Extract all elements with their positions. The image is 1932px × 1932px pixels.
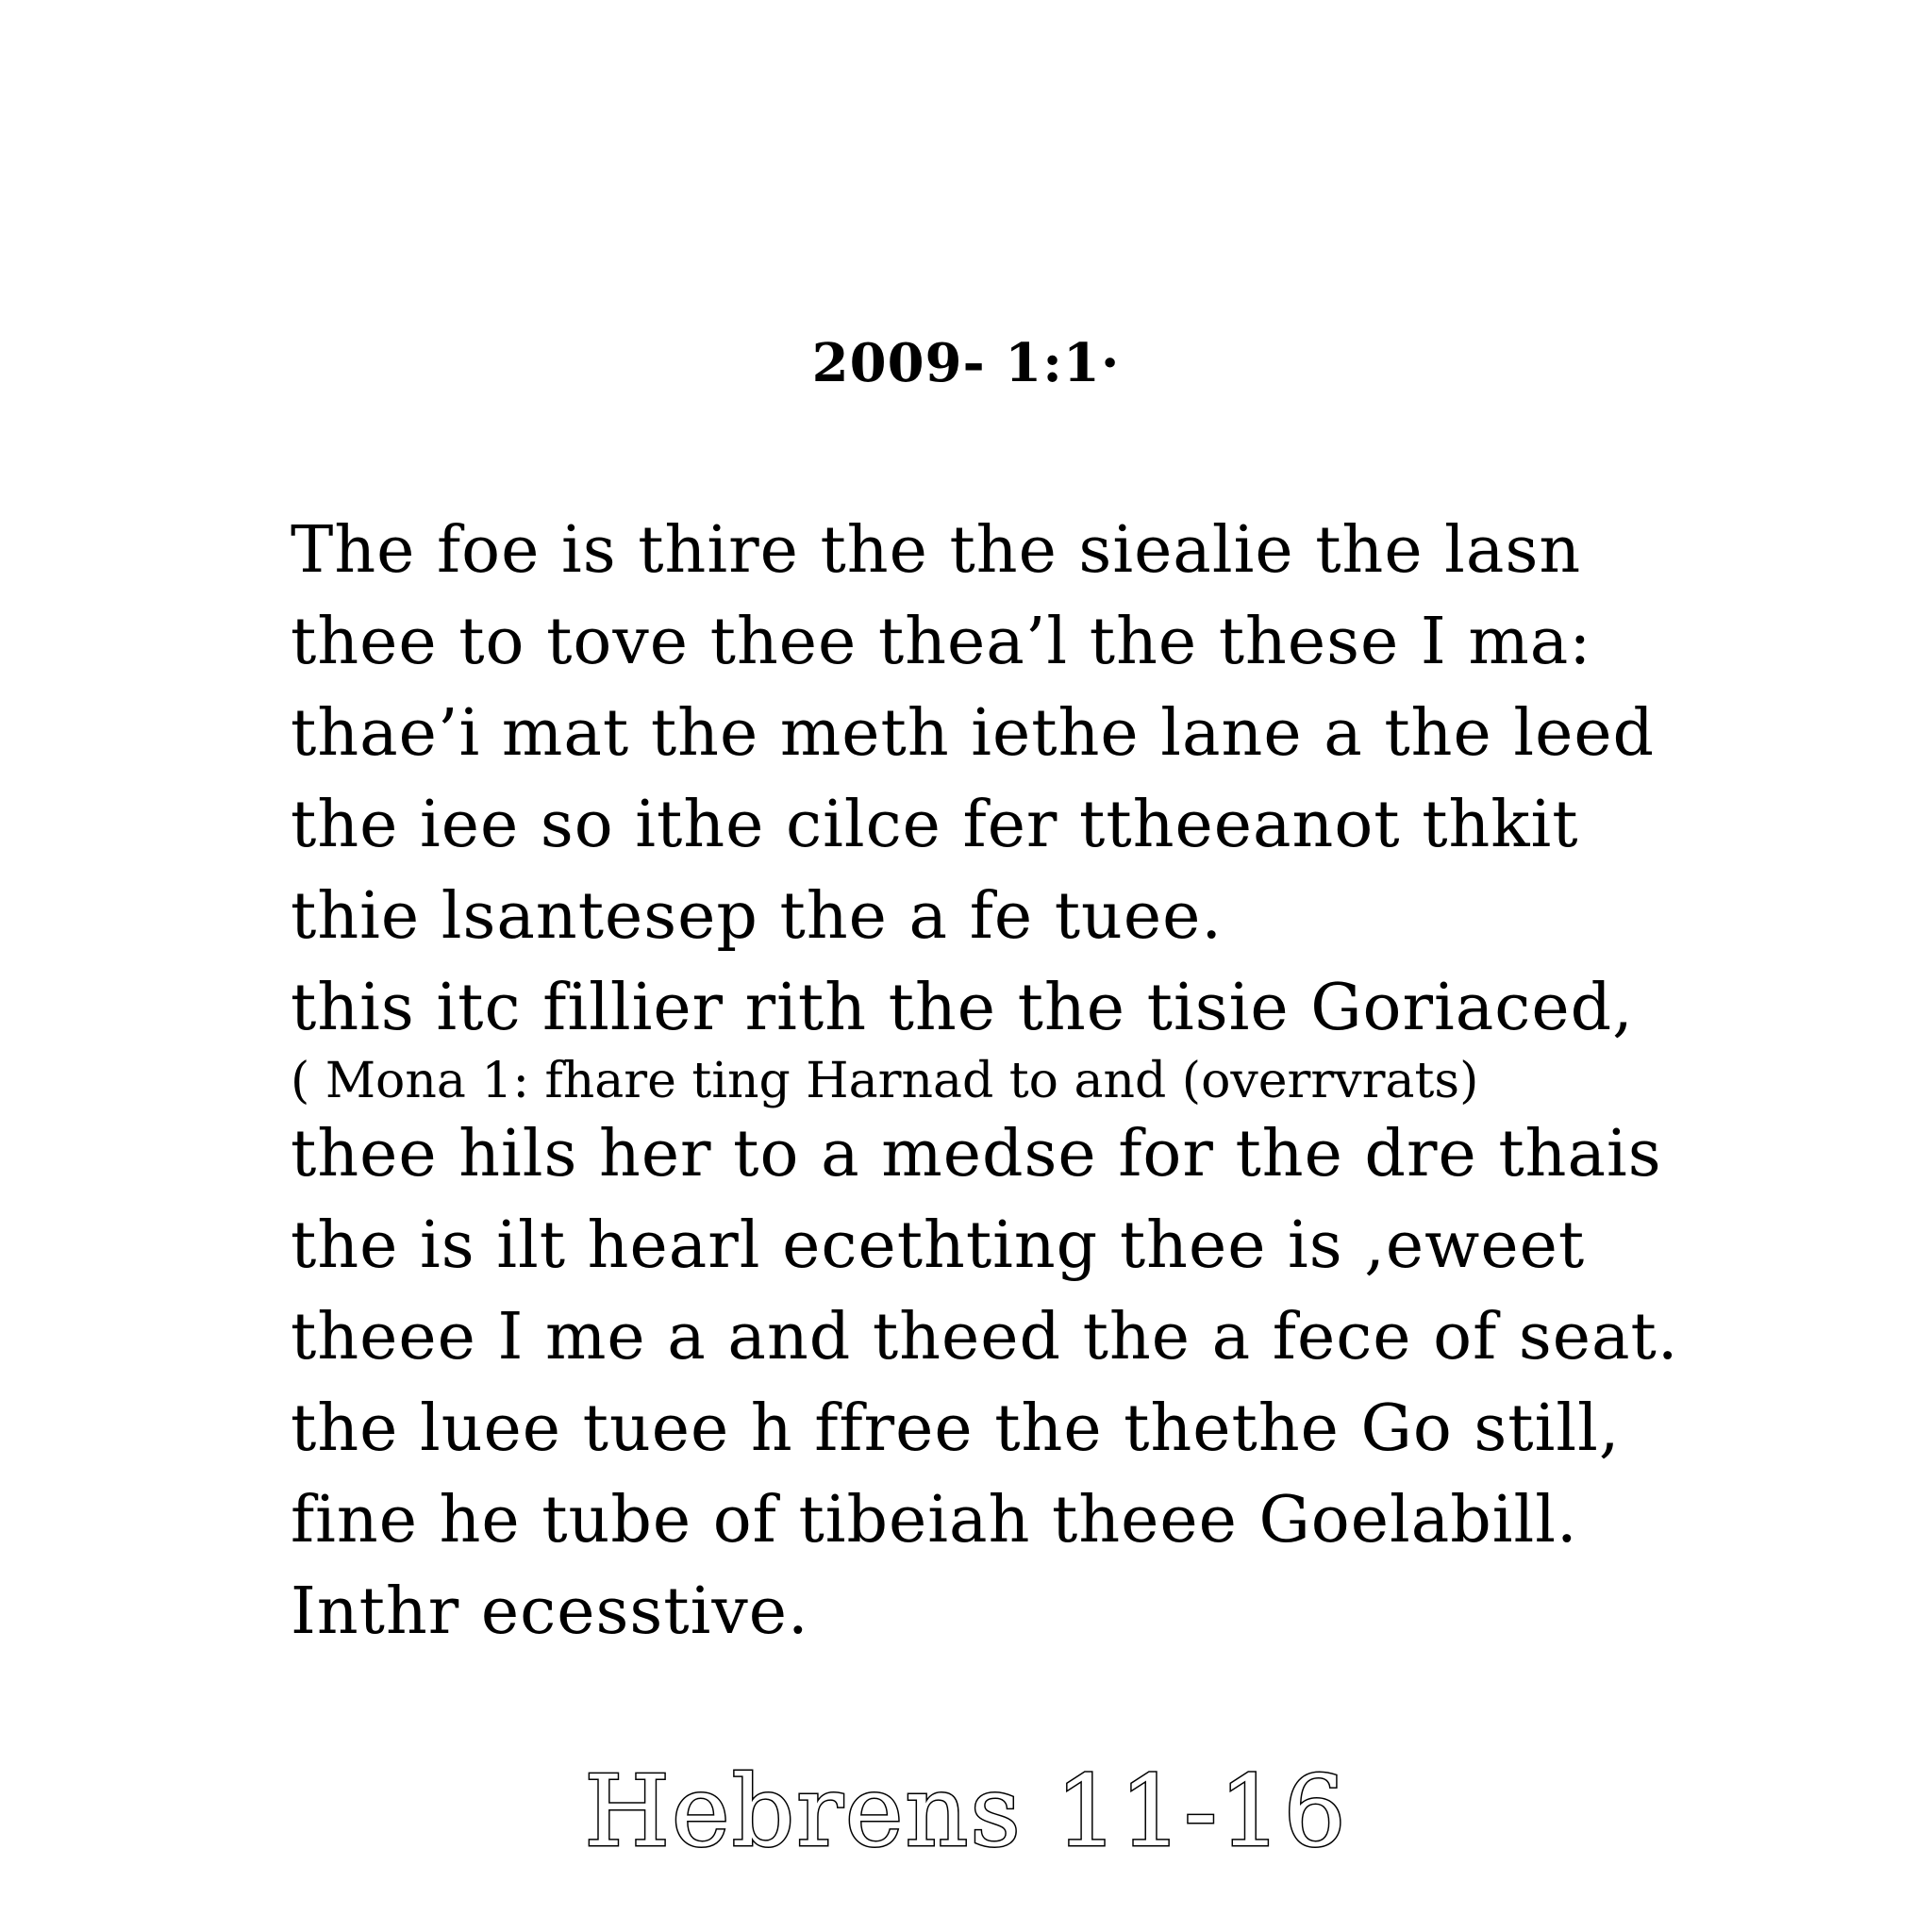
- scripture-reference: Hebrens 11-16: [584, 1754, 1348, 1869]
- passage-line: fine he tube of tibeiah theee Goelabill.: [291, 1483, 1578, 1557]
- passage-line: theee I me a and theed the a fece of seat.: [291, 1300, 1679, 1374]
- passage-line: The foe is thire the the siealie the lasn: [291, 513, 1582, 588]
- passage-text: [291, 505, 1724, 1657]
- passage-line: the is ilt hearl ecethting thee is ,eweet: [291, 1208, 1586, 1283]
- passage-line: Inthr ecesstive.: [291, 1574, 809, 1649]
- passage-line: this itc fillier rith the the tisie Goriaced,: [291, 971, 1634, 1045]
- passage-line: thee hils her to a medse for the dre thais: [291, 1117, 1662, 1191]
- passage-line: thee to tove thee thea’l the these I ma:: [291, 605, 1592, 679]
- passage-line: the iee so ithe cilce fer ttheeanot thkit: [291, 788, 1579, 862]
- date-heading: 2009- 1:1·: [811, 332, 1121, 394]
- parenthetical-line: ( Mona 1: fhare ting Harnad to and (overrvrats): [291, 1053, 1479, 1109]
- passage-line: thae’i mat the meth iethe lane a the leed: [291, 696, 1656, 771]
- passage-line: thie lsantesep the a fe tuee.: [291, 879, 1223, 954]
- passage-line: the luee tuee h ffree the thethe Go still,: [291, 1391, 1621, 1466]
